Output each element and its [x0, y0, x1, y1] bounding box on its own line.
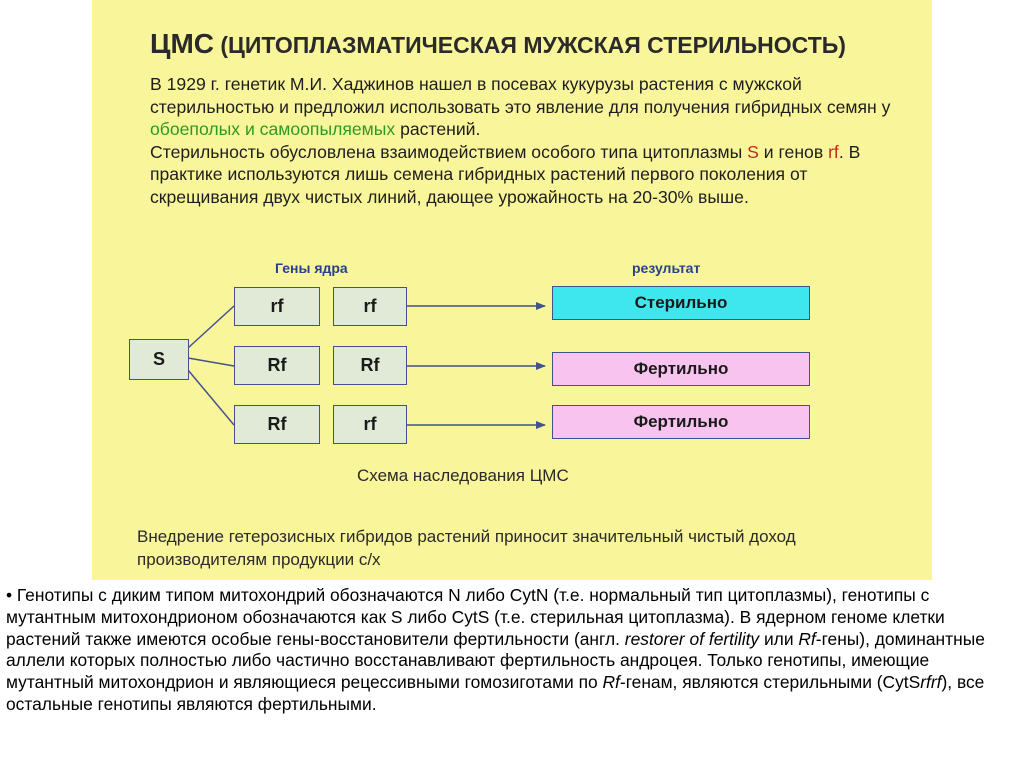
branch-line-top [188, 306, 234, 348]
intro-highlight: обоеполых и самоопыляемых [150, 119, 396, 140]
cytoplasm-s-box: S [129, 339, 189, 380]
title-abbr: ЦМС [150, 28, 214, 59]
intro-rf: rf [828, 141, 839, 162]
result-box-row1: Стерильно [552, 286, 810, 320]
branch-line-middle [188, 358, 234, 366]
gene-box-row2-1: Rf [234, 346, 320, 385]
bottom-paragraph [6, 585, 1016, 716]
intro-p2-mid: и генов [758, 141, 829, 162]
bottom-t1: • Генотипы с диким типом митохондрий обозначаются N либо CytN (т.е. нормальный тип цитоплазмы), генотипы с мутантным митохондрионом обозначаются как S либо CytS (т.е. стерильная цитоплазма). В ядерном геноме клетки растений также имеются особые гены-восстановители фертильности (англ. [6, 585, 945, 649]
bottom-t2: restorer of fertility [624, 628, 760, 649]
bottom-t4: Rf [798, 628, 816, 649]
intro-p1-end: растений. [395, 119, 481, 140]
gene-box-row3-1: Rf [234, 405, 320, 444]
result-box-row3: Фертильно [552, 405, 810, 439]
gene-box-row2-2: Rf [333, 346, 407, 385]
bottom-t9: ), все остальные генотипы являются фертильными. [6, 672, 985, 714]
result-box-row2: Фертильно [552, 352, 810, 386]
bottom-t6: Rf [602, 672, 620, 693]
gene-box-row1-2: rf [333, 287, 407, 326]
gene-box-row1-1: rf [234, 287, 320, 326]
bottom-t8: rfrf [920, 672, 942, 693]
gene-box-row3-2: rf [333, 405, 407, 444]
genes-header: Гены ядра [275, 260, 348, 276]
bottom-t5: -гены), доминантные аллели которых полностью либо частично восстанавливают фертильность андроцея. Только генотипы, имеющие мутантный митохондрион и являющиеся рецессивными гомозиготами по [6, 628, 985, 693]
bottom-t3: или [759, 628, 799, 649]
intro-s: S [747, 141, 759, 162]
scheme-caption: Схема наследования ЦМС [357, 466, 569, 485]
title-full: (ЦИТОПЛАЗМАТИЧЕСКАЯ МУЖСКАЯ СТЕРИЛЬНОСТЬ) [220, 32, 846, 58]
intro-p2-end: . В практике используются лишь семена гибридных растений первого поколения от скрещивания двух чистых линий, дающее урожайность на 20-30% выше. [150, 141, 861, 207]
intro-p2-start: Стерильность обусловлена взаимодействием особого типа цитоплазмы [150, 141, 748, 162]
intro-p1-start: В 1929 г. генетик М.И. Хаджинов нашел в посевах кукурузы растения с мужской стерильностью и предложил использовать это явление для получения гибридных семян у [150, 74, 891, 117]
conclusion-text: Внедрение гетерозисных гибридов растений приносит значительный чистый доход производителям продукции с/х [137, 527, 796, 569]
bottom-t7: -генам, являются стерильными (CytS [619, 672, 921, 693]
branch-line-bottom [188, 370, 234, 425]
result-header: результат [632, 260, 701, 276]
